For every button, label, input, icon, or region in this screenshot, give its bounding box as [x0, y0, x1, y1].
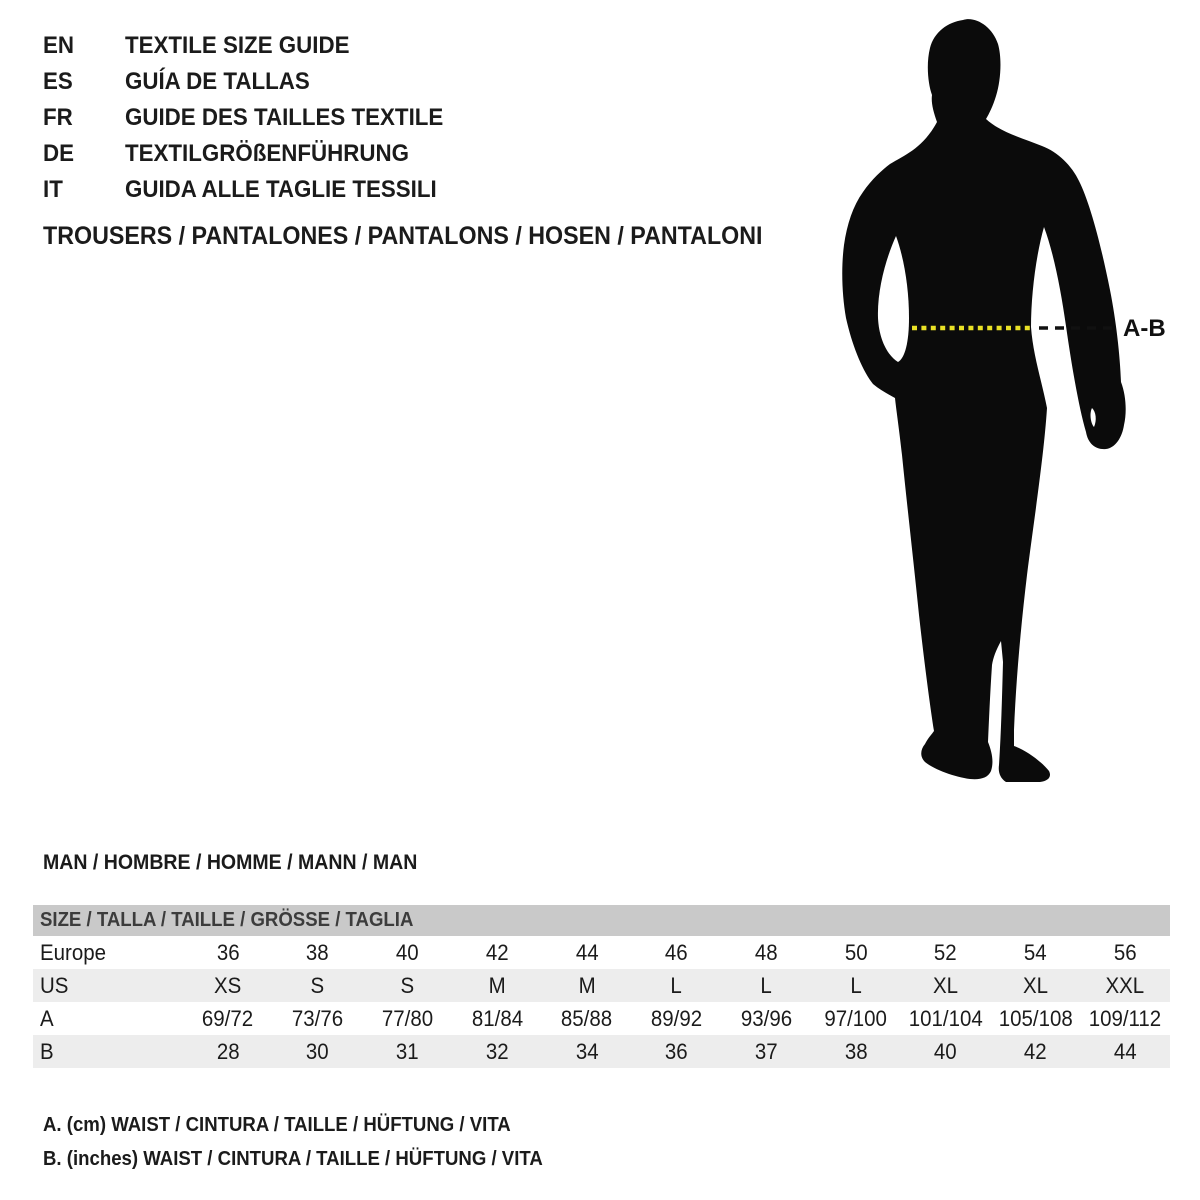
man-silhouette-figure	[820, 0, 1200, 800]
size-table	[33, 905, 1170, 1068]
language-code: FR	[43, 104, 73, 131]
language-row-fr	[43, 100, 467, 136]
footnote-b-inches: B. (inches) WAIST / CINTURA / TAILLE / HÜFTUNG / VITA	[43, 1148, 543, 1170]
table-row-a-cm: A 69/72 73/76 77/80 81/84 85/88 89/92 93/96 97/100 101/104 105/108 109/112	[33, 1002, 1170, 1035]
footnote-a-cm: A. (cm) WAIST / CINTURA / TAILLE / HÜFTUNG / VITA	[43, 1114, 511, 1136]
section-title-man: MAN / HOMBRE / HOMME / MANN / MAN	[43, 851, 418, 874]
row-label: US	[40, 972, 69, 998]
size-table-header: SIZE / TALLA / TAILLE / GRÖSSE / TAGLIA	[33, 905, 1170, 936]
language-row-es	[43, 64, 467, 100]
product-line-heading: TROUSERS / PANTALONES / PANTALONS / HOSEN / PANTALONI	[43, 222, 763, 250]
language-title-block	[43, 28, 467, 208]
row-label: A	[40, 1005, 54, 1031]
guide-title-it: GUIDA ALLE TAGLIE TESSILI	[124, 176, 437, 203]
language-code: DE	[43, 140, 75, 167]
language-code: EN	[43, 32, 75, 59]
language-code: IT	[43, 176, 63, 203]
language-row-en	[43, 28, 467, 64]
guide-title-de: TEXTILGRÖßENFÜHRUNG	[124, 140, 409, 167]
man-silhouette-svg	[820, 0, 1200, 800]
man-silhouette-shape	[842, 19, 1125, 782]
guide-title-fr: GUIDE DES TAILLES TEXTILE	[124, 104, 443, 131]
row-label: Europe	[40, 939, 106, 965]
language-code: ES	[43, 68, 73, 95]
row-label: B	[40, 1038, 54, 1064]
language-row-de	[43, 136, 467, 172]
table-row-europe: Europe 36 38 40 42 44 46 48 50 52 54 56	[33, 936, 1170, 969]
table-row-b-inches: B 28 30 31 32 34 36 37 38 40 42 44	[33, 1035, 1170, 1068]
guide-title-en: TEXTILE SIZE GUIDE	[124, 32, 350, 59]
language-row-it	[43, 172, 467, 208]
measure-label-ab: A-B	[1123, 315, 1166, 342]
footnotes	[43, 1108, 580, 1176]
table-row-us: US XS S S M M L L L XL XL XXL	[33, 969, 1170, 1002]
guide-title-es: GUÍA DE TALLAS	[124, 68, 310, 95]
